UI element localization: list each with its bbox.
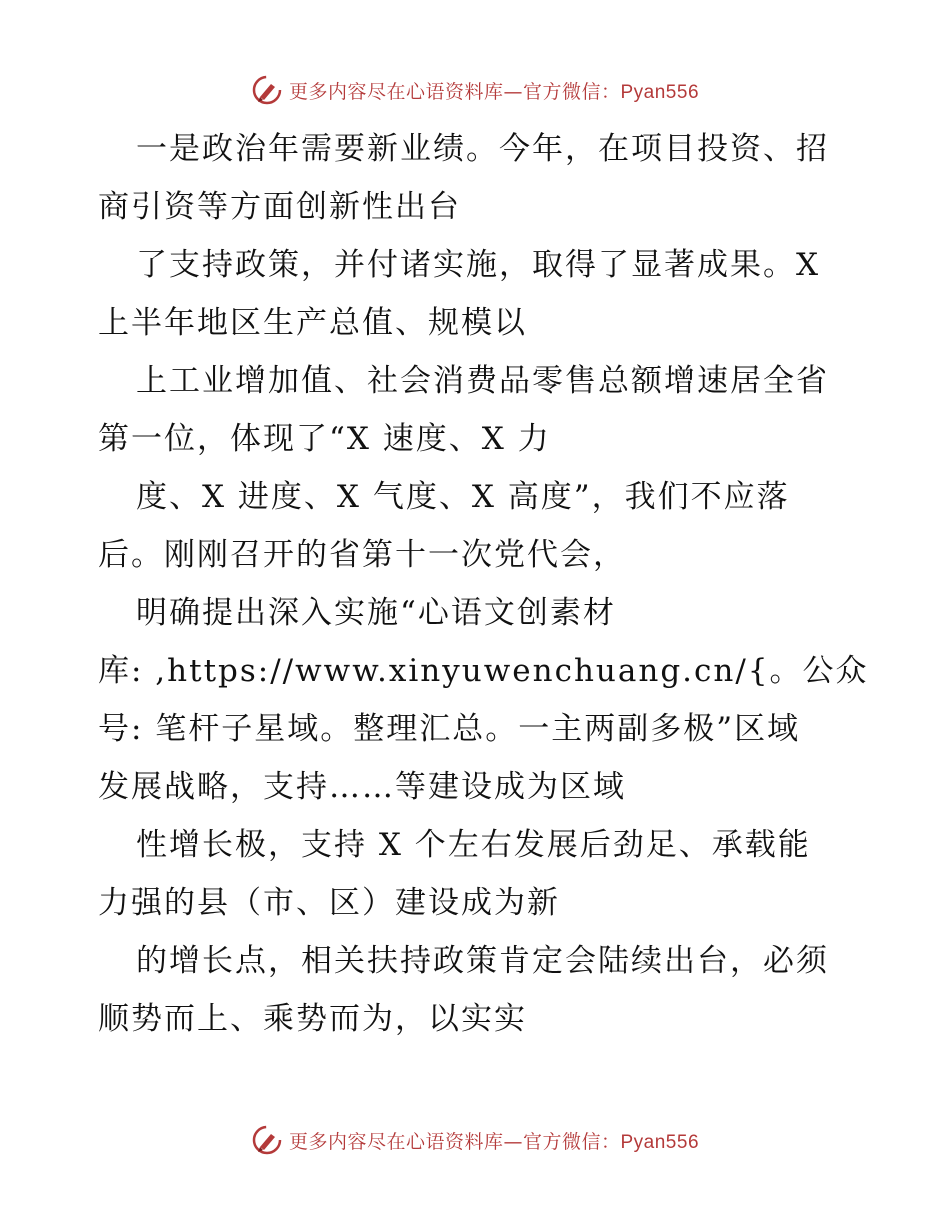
body-line: 明确提出深入实施“心语文创素材 (136, 595, 616, 631)
banner-title: 更多内容尽在心语资料库 (288, 1130, 504, 1153)
body-line: 后。刚刚召开的省第十一次党代会， (98, 537, 626, 573)
header-banner (0, 72, 950, 108)
body-line: 发展战略，支持……等建设成为区域 (98, 769, 626, 805)
banner-label: 官方微信： (522, 1130, 621, 1153)
body-line: 第一位，体现了“X 速度、X 力 (98, 421, 551, 457)
body-line: 了支持政策，并付诸实施，取得了显著成果。X (136, 247, 821, 283)
body-line: 顺势而上、乘势而为，以实实 (98, 1001, 527, 1037)
body-line: 性增长极，支持 X 个左右发展后劲足、承载能 (136, 827, 811, 863)
body-line: 一是政治年需要新业绩。今年，在项目投资、招 (136, 131, 829, 167)
body-line: 的增长点，相关扶持政策肯定会陆续出台，必须 (136, 943, 829, 979)
body-line: 号: 笔杆子星域。整理汇总。一主两副多极”区域 (98, 711, 801, 747)
body-line: 库: ,https://www.xinyuwenchuang.cn/{。公众 (98, 653, 869, 689)
banner-separator: — (503, 80, 523, 103)
banner-text (289, 77, 699, 104)
footer-banner (0, 1122, 950, 1158)
banner-text (289, 1127, 699, 1154)
body-line: 商引资等方面创新性出台 (98, 189, 461, 225)
body-line: 上半年地区生产总值、规模以 (98, 305, 527, 341)
banner-handle: Pyan556 (620, 81, 700, 103)
pen-logo-icon (251, 1124, 283, 1156)
body-line: 度、X 进度、X 气度、X 高度”，我们不应落 (136, 479, 790, 515)
banner-handle: Pyan556 (620, 1131, 700, 1153)
banner-label: 官方微信： (522, 80, 621, 103)
banner-separator: — (503, 1130, 523, 1153)
document-body (98, 120, 869, 1048)
body-line: 力强的县（市、区）建设成为新 (98, 885, 560, 921)
body-line: 上工业增加值、社会消费品零售总额增速居全省 (136, 363, 829, 399)
pen-logo-icon (251, 74, 283, 106)
banner-title: 更多内容尽在心语资料库 (288, 80, 504, 103)
